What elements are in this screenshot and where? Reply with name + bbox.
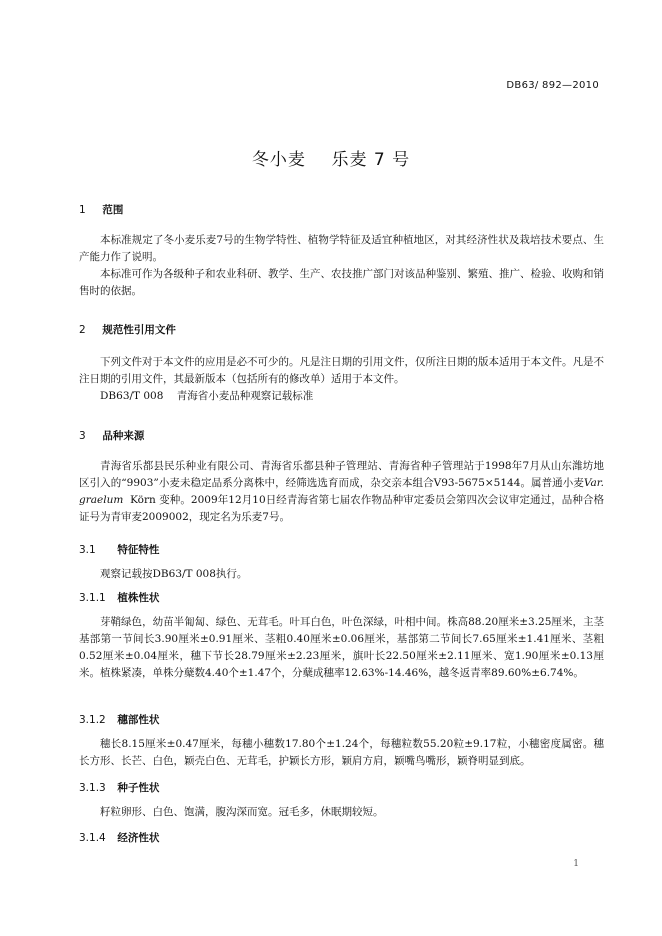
- section-label: 规范性引用文件: [102, 324, 176, 336]
- paragraph: [79, 458, 604, 526]
- section-heading: [79, 590, 159, 605]
- section-heading: [79, 542, 159, 557]
- section-heading: [79, 202, 123, 217]
- section-label: 经济性状: [117, 832, 160, 844]
- section-number: 3.1: [79, 544, 96, 556]
- paragraph: 本标准规定了冬小麦乐麦7号的生物学特性、植物学特征及适宜种植地区，对其经济性状及栽培技术要点、生产能力作了说明。: [79, 234, 604, 263]
- section-label: 品种来源: [102, 430, 145, 442]
- section-number: 3.1.1: [79, 592, 106, 604]
- section-label: 穗部性状: [117, 714, 160, 726]
- section-number: 3.1.4: [79, 832, 106, 844]
- document-title: 冬小麦 乐麦 7 号: [251, 150, 411, 170]
- variety-latin-name: Var. graelum: [79, 477, 604, 506]
- section-number: 3.1.3: [79, 782, 106, 794]
- paragraph: 本标准可作为各级种子和农业科研、教学、生产、农技推广部门对该品种鉴别、繁殖、推广、检验、收购和销售时的依据。: [79, 268, 604, 297]
- paragraph: 下列文件对于本文件的应用是必不可少的。凡是注日期的引用文件，仅所注日期的版本适用于本文件。凡是不注日期的引用文件，其最新版本（包括所有的修改单）适用于本文件。: [79, 356, 604, 385]
- paragraph: 籽粒卵形、白色、饱满，腹沟深而宽。冠毛多，休眠期较短。: [100, 806, 384, 818]
- section-heading: [79, 830, 159, 845]
- section-number: 3: [79, 430, 86, 442]
- origin-text: 青海省乐都县民乐种业有限公司、青海省乐都县种子管理站、青海省种子管理站于1998年7月从山东潍坊地区引入的“9903”小麦未稳定品系分离株中，经筛选选育而成，杂交亲本组合V93-5675×5144。属普通小麦: [79, 460, 604, 489]
- paragraph: 芽鞘绿色，幼苗半匍匐、绿色、无茸毛。叶耳白色，叶色深绿，叶相中间。株高88.20厘米±3.25厘米，主茎基部第一节间长3.90厘米±0.91厘米、茎粗0.40厘米±0.06厘米，基部第二节间长7.65厘米±1.41厘米、茎粗0.52厘米±0.04厘米，穗下节长28.79厘米±2.23厘米，旗叶长22.50厘米±2.11厘米、宽1.90厘米±0.13厘米。植株紧凑，单株分蘖数4.40个±1.47个，分蘖成穗率12.63%-14.46%，越冬返青率89.60%±6.74%。: [79, 616, 604, 679]
- section-label: 范围: [102, 204, 124, 216]
- page-number: 1: [573, 859, 579, 869]
- section-label: 种子性状: [117, 782, 160, 794]
- paragraph: 观察记载按DB63/T 008执行。: [100, 568, 248, 580]
- paragraph: 穗长8.15厘米±0.47厘米，每穗小穗数17.80个±1.24个，每穗粒数55.20粒±9.17粒，小穗密度属密。穗长方形、长芒、白色，颖壳白色、无茸毛，护颖长方形，颖肩方肩，颖嘴鸟嘴形，颖脊明显到底。: [79, 738, 604, 767]
- standard-code: DB63/ 892—2010: [506, 80, 599, 91]
- section-heading: [79, 322, 176, 337]
- origin-text: Körn 变种。2009年12月10日经青海省第七届农作物品种审定委员会第四次会议审定通过，品种合格证号为青审麦2009002，现定名为乐麦7号。: [79, 494, 604, 523]
- section-number: 3.1.2: [79, 714, 106, 726]
- section-number: 1: [79, 204, 86, 216]
- section-heading: [79, 780, 159, 795]
- section-number: 2: [79, 324, 86, 336]
- paragraph: DB63/T 008 青海省小麦品种观察记载标准: [100, 390, 314, 402]
- section-label: 特征特性: [117, 544, 160, 556]
- section-heading: [79, 712, 159, 727]
- section-heading: [79, 428, 144, 443]
- section-label: 植株性状: [117, 592, 160, 604]
